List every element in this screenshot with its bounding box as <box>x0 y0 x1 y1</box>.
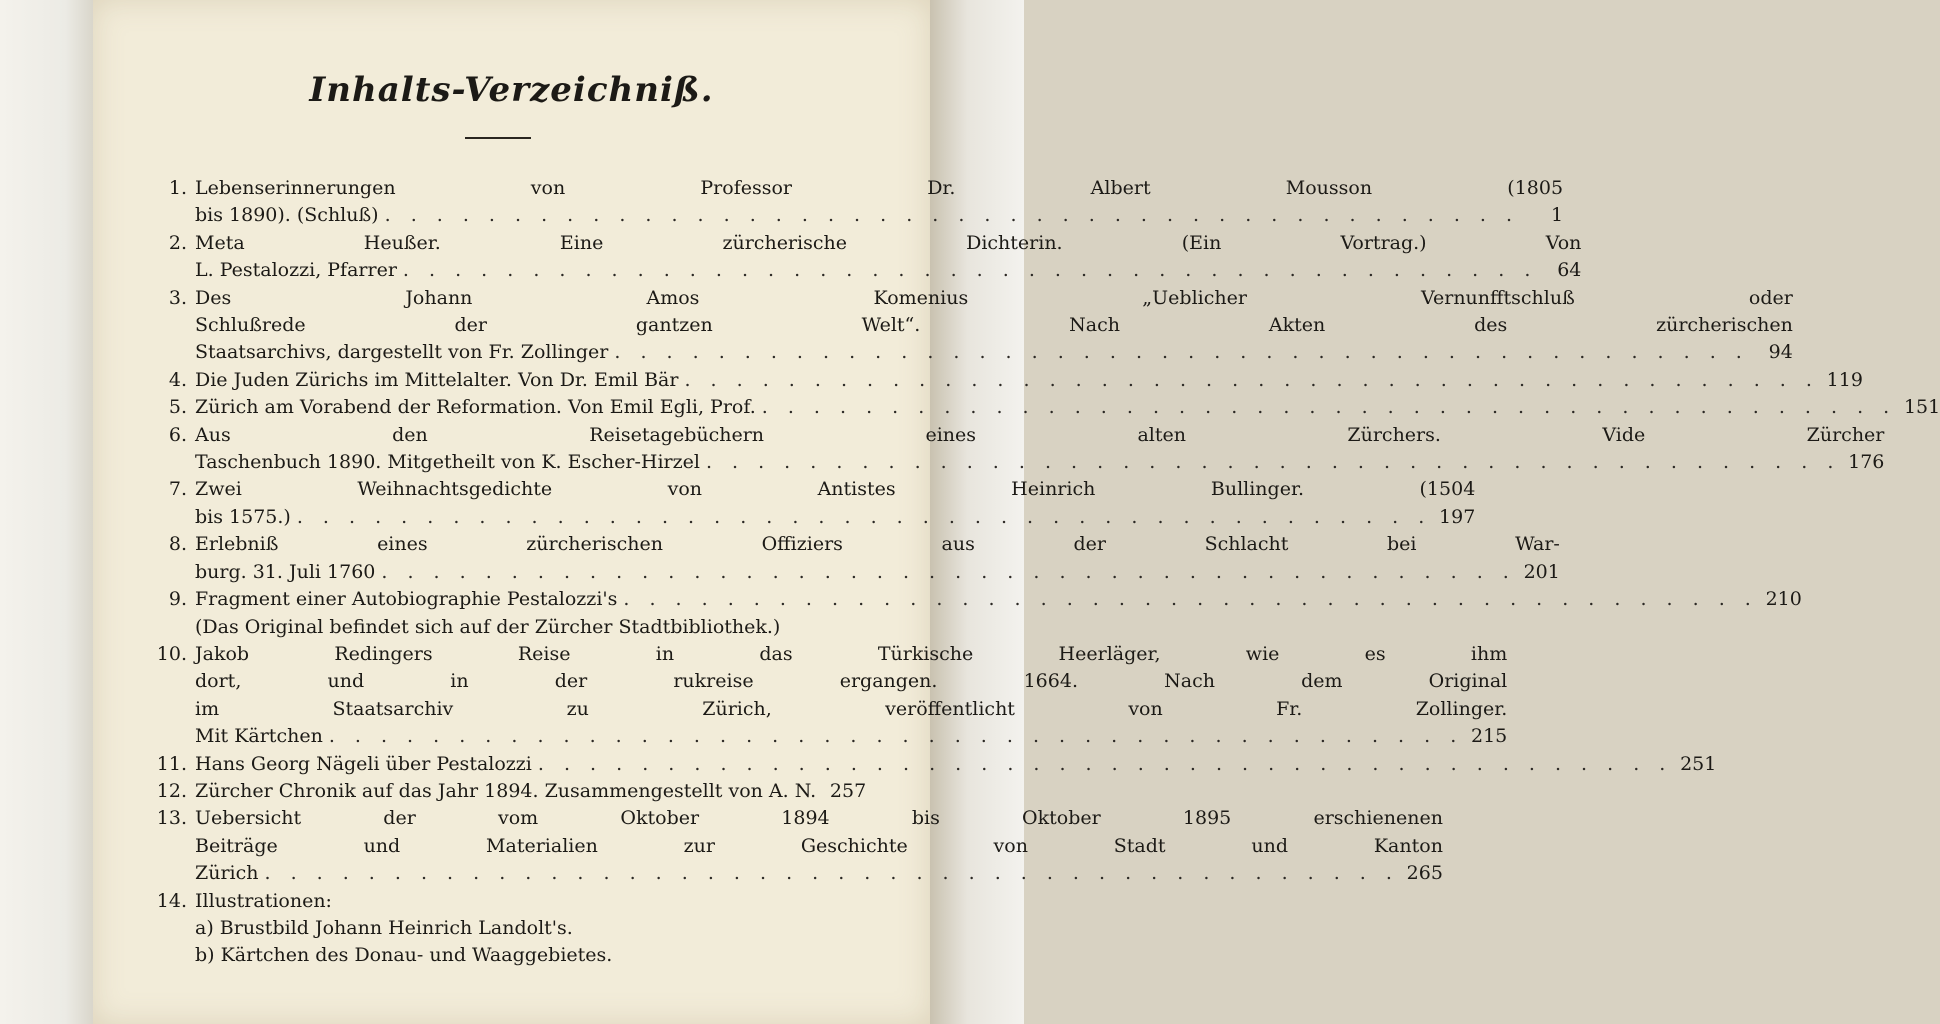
leader-dots: . . . . . . . . . . . . . . . . . . . . . . . . . . . . . . . . . . . . . . . . . . . . <box>761 396 1897 419</box>
toc-entry-number: 8. <box>168 533 187 556</box>
toc-page-number: 257 <box>829 779 867 802</box>
toc-entry-title: Hans Georg Nägeli über Pestalozzi <box>195 752 532 775</box>
toc-entry-last-line <box>195 586 1802 613</box>
leader-dots: . . . . . . . . . . . . . . . . . . . . . . . . . . . . . . . . . . . . . . . . . . . . <box>684 368 1819 391</box>
toc-entry-number: 12. <box>156 779 187 802</box>
toc-entry-title: Die Juden Zürichs im Mittelalter. Von Dr. Emil Bär <box>195 368 679 391</box>
page-title: Inhalts-Verzeichniß. <box>309 70 714 110</box>
toc-entry-number: 9. <box>168 588 187 611</box>
toc-entry-last-line <box>195 202 1563 229</box>
toc-entry-last-line <box>195 257 1581 284</box>
toc-entry <box>153 778 867 805</box>
toc-entry-last-line <box>195 504 1475 531</box>
toc-entry-title: Zürich am Vorabend der Reformation. Von Emil Egli, Prof. <box>195 396 756 419</box>
toc-entry-note: (Das Original befindet sich auf der Zürcher Stadtbibliothek.) <box>195 615 781 638</box>
toc-entry-last-line <box>195 751 1716 778</box>
toc-entry <box>153 641 1508 751</box>
toc-entry-text <box>195 586 1802 641</box>
toc-page-number: 151 <box>1903 396 1940 419</box>
toc-entry-line: Beiträge und Materialien zur Geschichte von Stadt und Kanton <box>195 834 1443 857</box>
toc-entry-title: Zürcher Chronik auf das Jahr 1894. Zusammengestellt von A. N. <box>195 779 817 802</box>
toc-entry-line: dort, und in der rukreise ergangen. 1664. Nach dem Original <box>195 670 1508 693</box>
scan-margin-left <box>0 0 93 1024</box>
toc-page-number: 176 <box>1848 451 1885 474</box>
toc-entry-line: Schlußrede der gantzen Welt“. Nach Akten des zürcherischen <box>195 314 1793 337</box>
toc-page-number: 94 <box>1768 341 1793 364</box>
toc-page-number: 201 <box>1523 560 1560 583</box>
toc-page-number: 119 <box>1826 368 1863 391</box>
toc-entry <box>153 422 1885 477</box>
leader-dots: . . . . . . . . . . . . . . . . . . . . . . . . . . . . . . . . . . . . . . . . . . . . <box>384 204 1520 227</box>
toc-entry-title: Staatsarchivs, dargestellt von Fr. Zollinger <box>195 341 609 364</box>
toc-entry-number: 11. <box>156 752 187 775</box>
toc-entry-number: 5. <box>168 396 187 419</box>
toc-entry-number: 1. <box>168 177 187 199</box>
toc-entry-number: 3. <box>168 286 187 309</box>
toc-entry-line: Erlebniß eines zürcherischen Offiziers aus der Schlacht bei War- <box>195 533 1560 556</box>
leader-dots: . . . . . . . . . . . . . . . . . . . . . . . . . . . . . . . . . . . . . . . . . . . . <box>537 752 1673 775</box>
toc-entry-text <box>195 531 1560 586</box>
toc-entry-number: 6. <box>168 423 187 446</box>
title-divider <box>465 137 531 139</box>
toc-entry-last-line <box>195 449 1884 476</box>
toc-page-number: 64 <box>1557 259 1582 282</box>
toc-entry-last-line <box>195 367 1863 394</box>
toc-entry-title: L. Pestalozzi, Pfarrer <box>195 259 397 282</box>
toc-entry <box>153 230 1582 285</box>
toc-entry-text <box>195 285 1793 367</box>
toc-page-number: 215 <box>1471 725 1508 748</box>
toc-entry-number: 7. <box>168 478 187 501</box>
toc-entry-last-line <box>195 339 1793 366</box>
toc-entry-line: im Staatsarchiv zu Zürich, veröffentlicht von Fr. Zollinger. <box>195 697 1508 720</box>
toc-entry-number: 10. <box>156 642 187 665</box>
toc-entry-text <box>195 751 1716 778</box>
toc-entry-text <box>195 394 1940 421</box>
toc-entry-title: Taschenbuch 1890. Mitgetheilt von K. Escher-Hirzel <box>195 451 700 474</box>
toc-entry-text <box>195 805 1443 887</box>
toc-entry-number: 14. <box>156 889 187 912</box>
toc-entry <box>153 586 1802 641</box>
toc-entry <box>153 285 1793 367</box>
toc-page-number: 210 <box>1765 588 1802 611</box>
toc-entry-line <box>195 778 866 805</box>
toc-entry-line: a) Brustbild Johann Heinrich Landolt's. <box>195 916 573 939</box>
toc-entry-title: Fragment einer Autobiographie Pestalozzi's <box>195 588 618 611</box>
toc-entry <box>153 367 1863 394</box>
toc-entry-line: Meta Heußer. Eine zürcherische Dichterin. (Ein Vortrag.) Von <box>195 231 1582 254</box>
toc-entry-text <box>195 641 1507 751</box>
toc-entry-text <box>195 230 1581 285</box>
toc-entry <box>153 888 853 970</box>
toc-entry-line: Des Johann Amos Komenius „Ueblicher Vernunfftschluß oder <box>195 286 1793 309</box>
toc-entry-title: burg. 31. Juli 1760 <box>195 560 376 583</box>
toc-entry-title: bis 1575.) <box>195 505 291 528</box>
toc-entry-text <box>195 476 1475 531</box>
toc-entry-number: 13. <box>156 807 187 830</box>
toc-entry-line: b) Kärtchen des Donau- und Waaggebietes. <box>195 944 613 967</box>
leader-dots: . . . . . . . . . . . . . . . . . . . . . . . . . . . . . . . . . . . . . . . . . . . . <box>623 588 1758 611</box>
toc-entry-number: 2. <box>168 231 187 254</box>
toc-entry-line: Aus den Reisetagebüchern eines alten Zürchers. Vide Zürcher <box>195 423 1885 446</box>
toc-entry-text <box>195 367 1863 394</box>
leader-dots: . . . . . . . . . . . . . . . . . . . . . . . . . . . . . . . . . . . . . . . . . . . . <box>614 341 1749 364</box>
toc-page-number: 251 <box>1680 752 1717 775</box>
toc-entry-text <box>195 422 1884 477</box>
leader-dots: . . . . . . . . . . . . . . . . . . . . . . . . . . . . . . . . . . . . . . . . . . . . <box>296 505 1432 528</box>
leader-dots: . . . . . . . . . . . . . . . . . . . . . . . . . . . . . . . . . . . . . . . . . . . . <box>264 862 1399 885</box>
leader-dots: . . . . . . . . . . . . . . . . . . . . . . . . . . . . . . . . . . . . . . . . . . . . <box>328 725 1464 748</box>
toc-page-number: 1 <box>1550 204 1564 227</box>
toc-entry-line: Zwei Weihnachtsgedichte von Antistes Heinrich Bullinger. (1504 <box>195 478 1476 501</box>
toc-entry-number: 4. <box>168 368 187 391</box>
toc-entry-text <box>195 778 866 805</box>
toc-entry-title: Zürich <box>195 862 259 885</box>
toc-entry-title: Mit Kärtchen <box>195 725 323 748</box>
toc-entry-line: Jakob Redingers Reise in das Türkische Heerläger, wie es ihm <box>195 642 1508 665</box>
toc-entry <box>153 531 1560 586</box>
toc-entry <box>153 175 1564 230</box>
toc-entry-line: Lebenserinnerungen von Professor Dr. Albert Mousson (1805 <box>195 177 1564 199</box>
toc-entry-last-line <box>195 394 1940 421</box>
toc-entry-text <box>195 175 1563 230</box>
toc-entry-last-line <box>195 860 1443 887</box>
table-of-contents <box>153 175 1940 970</box>
toc-entry <box>153 751 1717 778</box>
book-page <box>93 0 1940 1024</box>
toc-entry-text <box>195 888 853 970</box>
toc-entry-last-line <box>195 723 1507 750</box>
toc-entry-last-line <box>195 559 1560 586</box>
toc-page-number: 265 <box>1406 862 1443 885</box>
toc-entry <box>153 805 1443 887</box>
toc-entry <box>153 394 1940 421</box>
leader-dots: . . . . . . . . . . . . . . . . . . . . . . . . . . . . . . . . . . . . . . . . . . . . <box>381 560 1516 583</box>
toc-entry-title: bis 1890). (Schluß) <box>195 204 379 227</box>
toc-entry-line: Uebersicht der vom Oktober 1894 bis Oktober 1895 erschienenen <box>195 807 1443 830</box>
toc-entry <box>153 476 1476 531</box>
toc-page-number: 197 <box>1439 505 1476 528</box>
toc-entry-line: Illustrationen: <box>195 889 332 912</box>
leader-dots: . . . . . . . . . . . . . . . . . . . . . . . . . . . . . . . . . . . . . . . . . . . . <box>402 259 1538 282</box>
leader-dots: . . . . . . . . . . . . . . . . . . . . . . . . . . . . . . . . . . . . . . . . . . . . <box>705 451 1841 474</box>
